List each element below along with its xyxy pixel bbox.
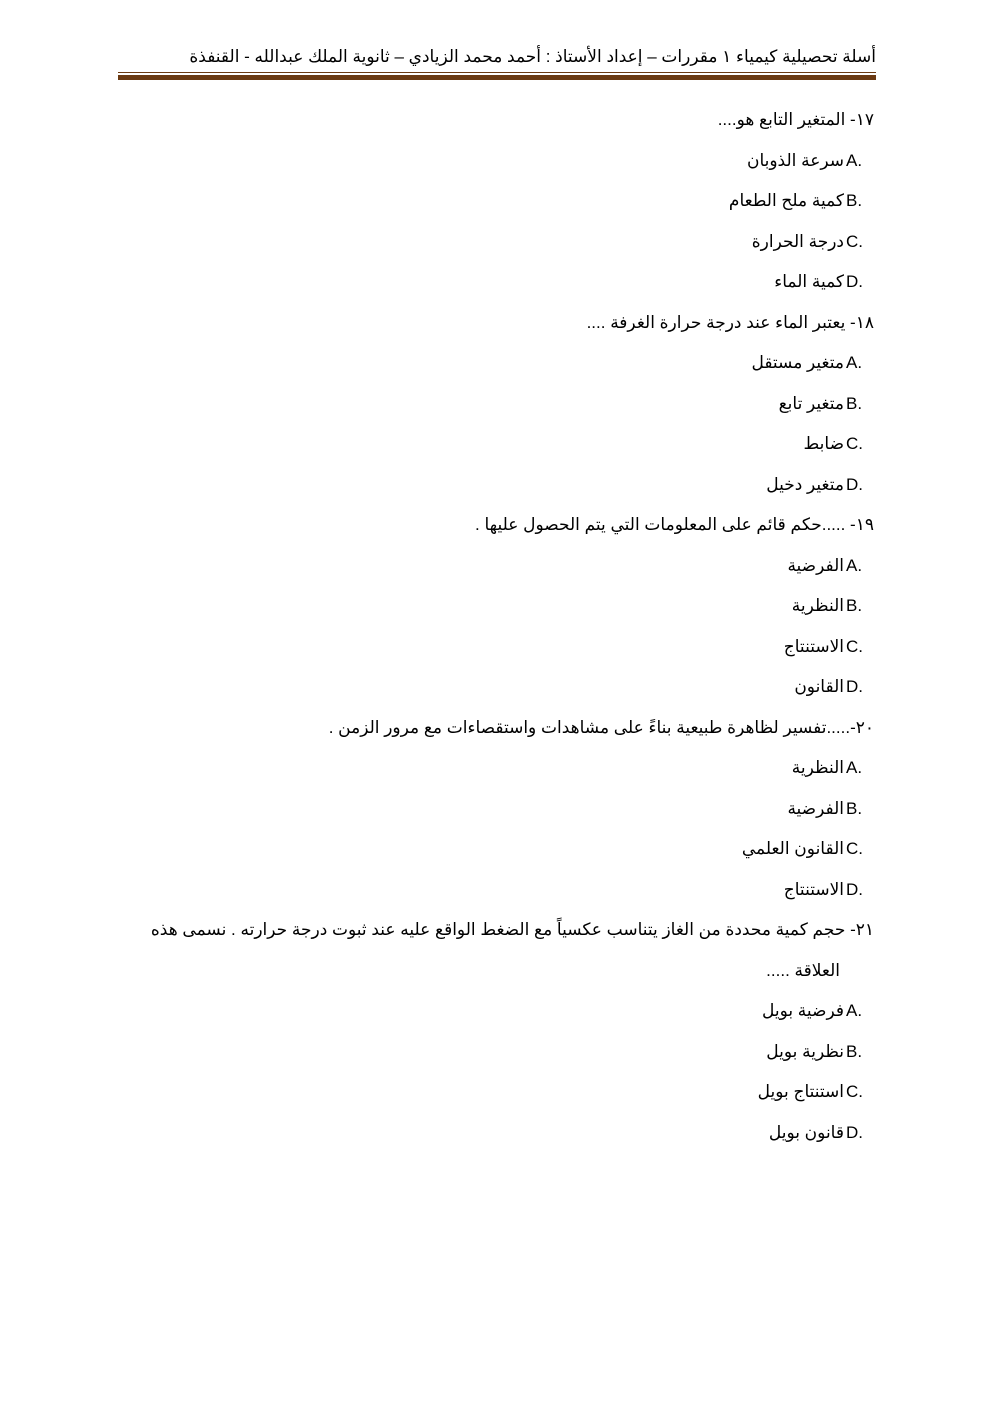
question-20-option-d xyxy=(118,870,874,911)
question-20-option-a xyxy=(118,748,874,789)
option-letter: C. xyxy=(846,1082,863,1101)
option-text: النظرية xyxy=(791,596,844,615)
option-letter: D. xyxy=(846,474,863,494)
page-header: أسلة تحصيلية كيمياء ١ مقررات – إعداد الأستاذ : أحمد محمد الزيادي – ثانوية الملك عبدالله - القنفذة xyxy=(189,47,876,66)
option-letter: A. xyxy=(846,353,863,372)
option-letter: C. xyxy=(846,231,863,251)
option-letter: A. xyxy=(846,1001,863,1020)
question-18-option-c xyxy=(118,424,874,465)
option-text: ضابط xyxy=(803,434,844,453)
question-21-option-c xyxy=(118,1072,874,1113)
option-text: متغير دخيل xyxy=(766,474,844,494)
option-text: درجة الحرارة xyxy=(751,231,844,251)
option-letter: A. xyxy=(846,555,863,575)
question-21-option-d xyxy=(118,1113,874,1154)
question-18: ١٨- يعتبر الماء عند درجة حرارة الغرفة .... xyxy=(586,312,874,332)
question-17-option-a xyxy=(118,141,874,182)
option-letter: C. xyxy=(846,434,863,453)
question-21-option-b xyxy=(118,1032,874,1073)
question-19-option-d xyxy=(118,667,874,708)
option-letter: D. xyxy=(846,879,863,899)
option-letter: D. xyxy=(846,272,863,291)
option-text: فرضية بويل xyxy=(761,1001,844,1020)
option-text: الفرضية xyxy=(787,555,844,575)
option-text: متغير تابع xyxy=(778,393,844,413)
question-21-option-a xyxy=(118,991,874,1032)
header-rule-thick xyxy=(118,75,876,80)
question-20-option-c xyxy=(118,829,874,870)
option-text: سرعة الذوبان xyxy=(746,150,844,170)
option-text: القانون العلمي xyxy=(741,839,844,858)
question-21: ٢١- حجم كمية محددة من الغاز يتناسب عكسياً مع الضغط الواقع عليه عند ثبوت درجة حرارته . نسمى هذه العلاقة ..... xyxy=(150,920,874,980)
question-17-option-b xyxy=(118,181,874,222)
option-letter: B. xyxy=(846,596,863,615)
question-18-option-b xyxy=(118,384,874,425)
option-text: قانون بويل xyxy=(768,1122,844,1142)
question-17: ١٧- المتغير التابع هو.... xyxy=(717,110,874,129)
header-rule-thin xyxy=(118,72,876,73)
option-text: الاستنتاج xyxy=(783,636,844,656)
option-letter: C. xyxy=(846,839,863,858)
question-17-option-c xyxy=(118,222,874,263)
option-text: النظرية xyxy=(791,758,844,777)
option-letter: C. xyxy=(846,636,863,656)
option-text: الفرضية xyxy=(787,798,844,818)
option-letter: D. xyxy=(846,677,863,696)
option-letter: A. xyxy=(846,150,863,170)
question-19-option-b xyxy=(118,586,874,627)
question-20: ٢٠-.....تفسير لظاهرة طبيعية بناءً على مشاهدات واستقصاءات مع مرور الزمن . xyxy=(328,717,874,737)
option-letter: B. xyxy=(846,393,863,413)
question-19-option-a xyxy=(118,546,874,587)
question-17-option-d xyxy=(118,262,874,303)
option-text: القانون xyxy=(794,677,844,696)
question-18-option-a xyxy=(118,343,874,384)
option-text: كمية الماء xyxy=(774,272,844,291)
question-19-option-c xyxy=(118,627,874,668)
question-19: ١٩- .....حكم قائم على المعلومات التي يتم الحصول عليها . xyxy=(475,515,874,534)
option-letter: B. xyxy=(846,191,863,210)
option-text: الاستنتاج xyxy=(783,879,844,899)
option-text: متغير مستقل xyxy=(751,353,844,372)
option-text: نظرية بويل xyxy=(766,1041,844,1061)
question-20-option-b xyxy=(118,789,874,830)
question-list xyxy=(118,100,874,1153)
option-letter: B. xyxy=(846,1041,863,1061)
option-letter: D. xyxy=(846,1122,863,1142)
option-text: كمية ملح الطعام xyxy=(728,191,844,210)
option-letter: B. xyxy=(846,798,863,818)
question-18-option-d xyxy=(118,465,874,506)
option-letter: A. xyxy=(846,758,863,777)
option-text: استنتاج بويل xyxy=(757,1082,844,1101)
